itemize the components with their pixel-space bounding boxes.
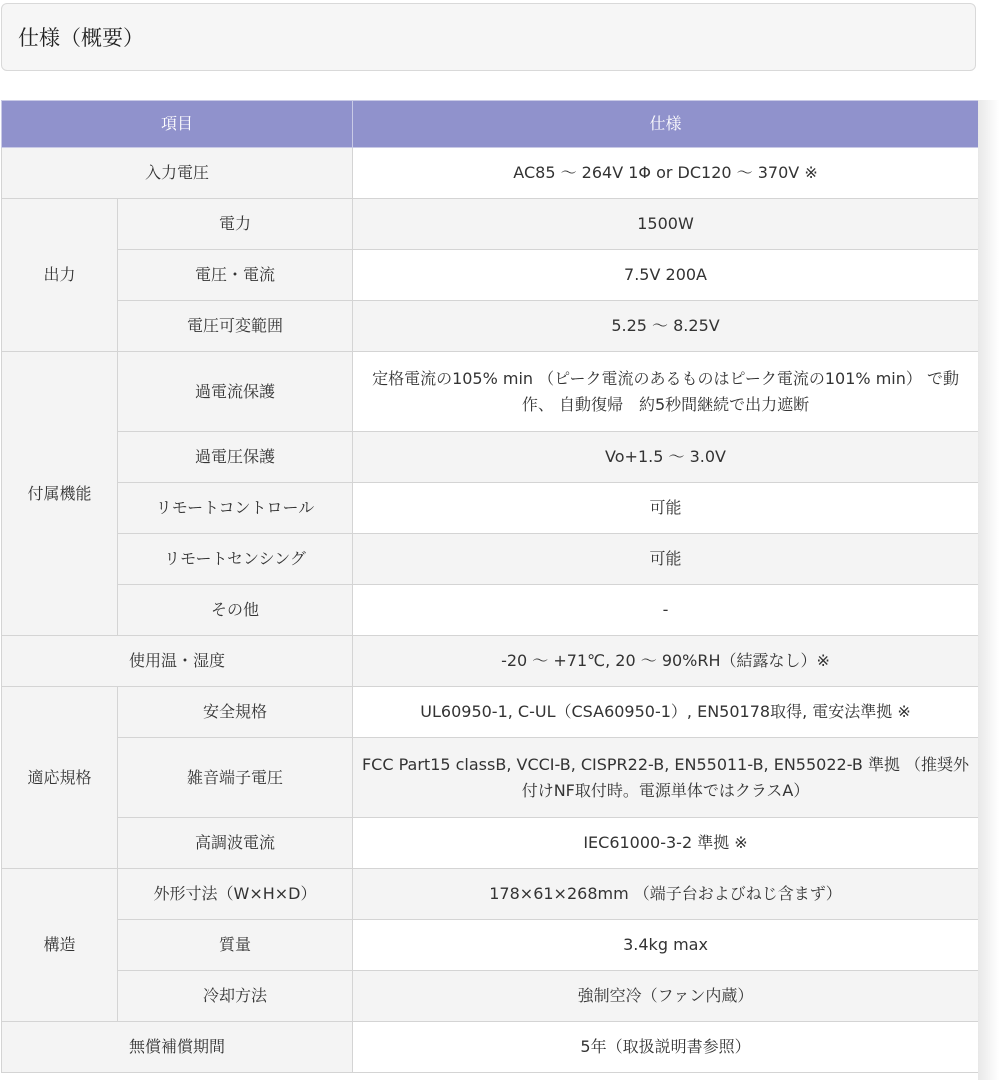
row-value-safety: UL60950-1, C-UL（CSA60950-1）, EN50178取得, 電安法準拠 ※ <box>353 687 979 738</box>
row-value-noise: FCC Part15 classB, VCCI-B, CISPR22-B, EN55011-B, EN55022-B 準拠 （推奨外付けNF取付時。電源単体ではクラスA） <box>353 738 979 818</box>
row-label-noise: 雑音端子電圧 <box>118 738 353 818</box>
header-spec: 仕様 <box>353 101 979 148</box>
group-label-standards: 適応規格 <box>2 687 118 869</box>
group-label-structure: 構造 <box>2 869 118 1022</box>
table-row <box>2 432 979 483</box>
row-label-cooling: 冷却方法 <box>118 971 353 1022</box>
row-label-remote-control: リモートコントロール <box>118 483 353 534</box>
row-label-warranty: 無償補償期間 <box>2 1022 353 1073</box>
row-label-safety: 安全規格 <box>118 687 353 738</box>
spec-table <box>1 100 979 1073</box>
row-label-remote-sensing: リモートセンシング <box>118 534 353 585</box>
row-value-warranty: 5年（取扱説明書参照） <box>353 1022 979 1073</box>
row-label-temp-humidity: 使用温・湿度 <box>2 636 353 687</box>
table-row <box>2 920 979 971</box>
row-value-voltage-range: 5.25 ～ 8.25V <box>353 301 979 352</box>
table-row <box>2 687 979 738</box>
row-label-input-voltage: 入力電圧 <box>2 148 353 199</box>
table-row <box>2 352 979 432</box>
row-value-temp-humidity: -20 ～ +71℃, 20 ～ 90%RH（結露なし）※ <box>353 636 979 687</box>
row-label-overvoltage: 過電圧保護 <box>118 432 353 483</box>
table-row <box>2 148 979 199</box>
row-label-mass: 質量 <box>118 920 353 971</box>
row-label-dimensions: 外形寸法（W×H×D） <box>118 869 353 920</box>
row-value-dimensions: 178×61×268mm （端子台およびねじ含まず） <box>353 869 979 920</box>
table-row <box>2 585 979 636</box>
row-value-power: 1500W <box>353 199 979 250</box>
table-row <box>2 818 979 869</box>
row-value-overcurrent: 定格電流の105% min （ピーク電流のあるものはピーク電流の101% min） で動作、 自動復帰 約5秒間継続で出力遮断 <box>353 352 979 432</box>
table-row <box>2 534 979 585</box>
row-label-overcurrent: 過電流保護 <box>118 352 353 432</box>
row-value-voltage-current: 7.5V 200A <box>353 250 979 301</box>
row-value-remote-control: 可能 <box>353 483 979 534</box>
table-row <box>2 301 979 352</box>
row-value-input-voltage: AC85 ～ 264V 1Φ or DC120 ～ 370V ※ <box>353 148 979 199</box>
row-value-overvoltage: Vo+1.5 ～ 3.0V <box>353 432 979 483</box>
section-title: 仕様（概要） <box>1 3 976 71</box>
row-label-harmonic: 高調波電流 <box>118 818 353 869</box>
row-label-voltage-range: 電圧可変範囲 <box>118 301 353 352</box>
row-value-harmonic: IEC61000-3-2 準拠 ※ <box>353 818 979 869</box>
row-value-other: - <box>353 585 979 636</box>
row-label-voltage-current: 電圧・電流 <box>118 250 353 301</box>
table-row <box>2 250 979 301</box>
group-label-features: 付属機能 <box>2 352 118 636</box>
row-value-remote-sensing: 可能 <box>353 534 979 585</box>
row-value-cooling: 強制空冷（ファン内蔵） <box>353 971 979 1022</box>
table-row <box>2 483 979 534</box>
table-row <box>2 869 979 920</box>
table-row <box>2 738 979 818</box>
header-item: 項目 <box>2 101 353 148</box>
table-row <box>2 199 979 250</box>
row-value-mass: 3.4kg max <box>353 920 979 971</box>
page-edge-shadow <box>978 100 999 1080</box>
group-label-output: 出力 <box>2 199 118 352</box>
table-row <box>2 971 979 1022</box>
row-label-other: その他 <box>118 585 353 636</box>
row-label-power: 電力 <box>118 199 353 250</box>
table-row <box>2 1022 979 1073</box>
table-row <box>2 636 979 687</box>
